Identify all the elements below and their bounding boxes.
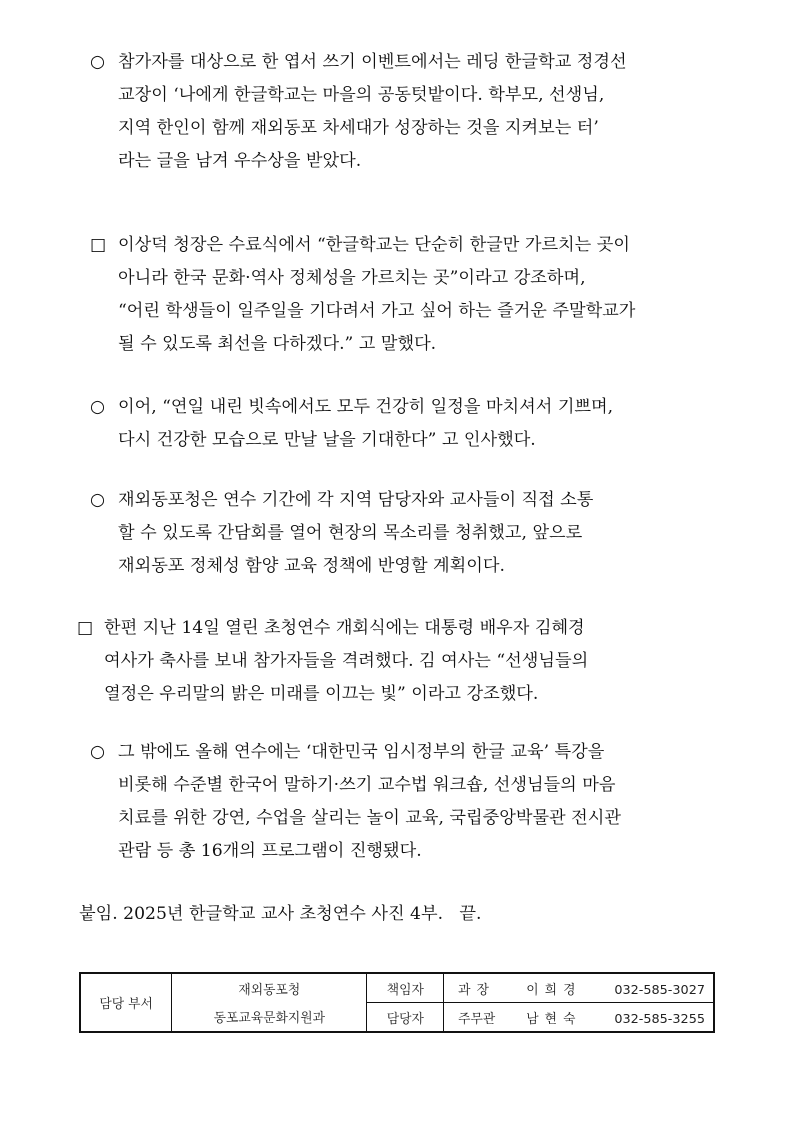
contact-title: 주무관 xyxy=(458,1011,496,1027)
role-cell xyxy=(367,973,444,1003)
paragraph-line: 여사가 축사를 보내 참가자들을 격려했다. 김 여사는 “선생님들의 xyxy=(104,651,589,671)
dept-division: 동포교육문화지원과 xyxy=(213,1011,325,1027)
paragraph-line: 지역 한인이 함께 재외동포 차세대가 성장하는 것을 지켜보는 터’ xyxy=(118,118,599,138)
paragraph-3 xyxy=(90,391,720,457)
paragraph-1 xyxy=(90,46,720,178)
paragraph-line: “어린 학생들이 일주일을 기다려서 가고 싶어 하는 즐거운 주말학교가 xyxy=(118,301,636,321)
attachment-note: 붙임. 2025년 한글학교 교사 초청연수 사진 4부. 끝. xyxy=(79,904,482,924)
dept-label-cell xyxy=(80,973,172,1032)
role-label: 담당자 xyxy=(386,1011,424,1027)
table-row xyxy=(80,973,714,1003)
paragraph-line: 한편 지난 14일 열린 초청연수 개회식에는 대통령 배우자 김혜경 xyxy=(104,618,585,638)
paragraph-line: 관람 등 총 16개의 프로그램이 진행됐다. xyxy=(118,841,422,861)
paragraph-line: 아니라 한국 문화·역사 정체성을 가르치는 곳”이라고 강조하며, xyxy=(118,268,586,288)
paragraph-line: 그 밖에도 올해 연수에는 ‘대한민국 임시정부의 한글 교육’ 특강을 xyxy=(118,742,605,762)
table-row xyxy=(80,1003,714,1033)
contact-cell xyxy=(444,973,714,1003)
paragraph-4 xyxy=(90,484,720,583)
paragraph-line: 재외동포 정체성 함양 교육 정책에 반영할 계획이다. xyxy=(118,556,505,576)
paragraph-6 xyxy=(90,736,720,868)
paragraph-line: 교장이 ‘나에게 한글학교는 마을의 공동텃밭이다. 학부모, 선생님, xyxy=(118,85,605,105)
dept-label: 담당 부서 xyxy=(99,997,153,1012)
paragraph-line: 이상덕 청장은 수료식에서 “한글학교는 단순히 한글만 가르치는 곳이 xyxy=(118,235,630,255)
paragraph-line: 될 수 있도록 최선을 다하겠다.” 고 말했다. xyxy=(118,334,437,354)
contact-phone: 032-585-3027 xyxy=(614,982,705,998)
circle-bullet-icon: ○ xyxy=(90,742,105,762)
paragraph-line: 치료를 위한 강연, 수업을 살리는 놀이 교육, 국립중앙박물관 전시관 xyxy=(118,808,621,828)
paragraph-2 xyxy=(90,229,720,361)
paragraph-line: 할 수 있도록 간담회를 열어 현장의 목소리를 청취했고, 앞으로 xyxy=(118,523,583,543)
square-bullet-icon: □ xyxy=(90,235,107,255)
dept-org: 재외동포청 xyxy=(238,982,301,998)
contact-table xyxy=(79,972,715,1033)
paragraph-line: 비롯해 수준별 한국어 말하기·쓰기 교수법 워크숍, 선생님들의 마음 xyxy=(118,775,616,795)
circle-bullet-icon: ○ xyxy=(90,52,105,72)
paragraph-line: 참가자를 대상으로 한 엽서 쓰기 이벤트에서는 레딩 한글학교 정경선 xyxy=(118,52,627,72)
paragraph-line: 열정은 우리말의 밝은 미래를 이끄는 빛” 이라고 강조했다. xyxy=(104,684,539,704)
paragraph-line: 이어, “연일 내린 빗속에서도 모두 건강히 일정을 마치셔서 기쁘며, xyxy=(118,397,614,417)
role-label: 책임자 xyxy=(386,982,424,998)
contact-title: 과 장 xyxy=(458,982,489,998)
square-bullet-icon: □ xyxy=(77,618,94,638)
circle-bullet-icon: ○ xyxy=(90,397,105,417)
dept-org-cell xyxy=(172,973,367,1003)
contact-name: 남 현 숙 xyxy=(526,1011,576,1027)
paragraph-5 xyxy=(77,612,720,711)
contact-name: 이 희 경 xyxy=(526,982,576,998)
dept-division-cell xyxy=(172,1003,367,1033)
paragraph-line: 라는 글을 남겨 우수상을 받았다. xyxy=(118,151,362,171)
role-cell xyxy=(367,1003,444,1033)
contact-phone: 032-585-3255 xyxy=(614,1011,705,1027)
contact-cell xyxy=(444,1003,714,1033)
paragraph-line: 재외동포청은 연수 기간에 각 지역 담당자와 교사들이 직접 소통 xyxy=(118,490,594,510)
paragraph-line: 다시 건강한 모습으로 만날 날을 기대한다” 고 인사했다. xyxy=(118,430,536,450)
circle-bullet-icon: ○ xyxy=(90,490,105,510)
